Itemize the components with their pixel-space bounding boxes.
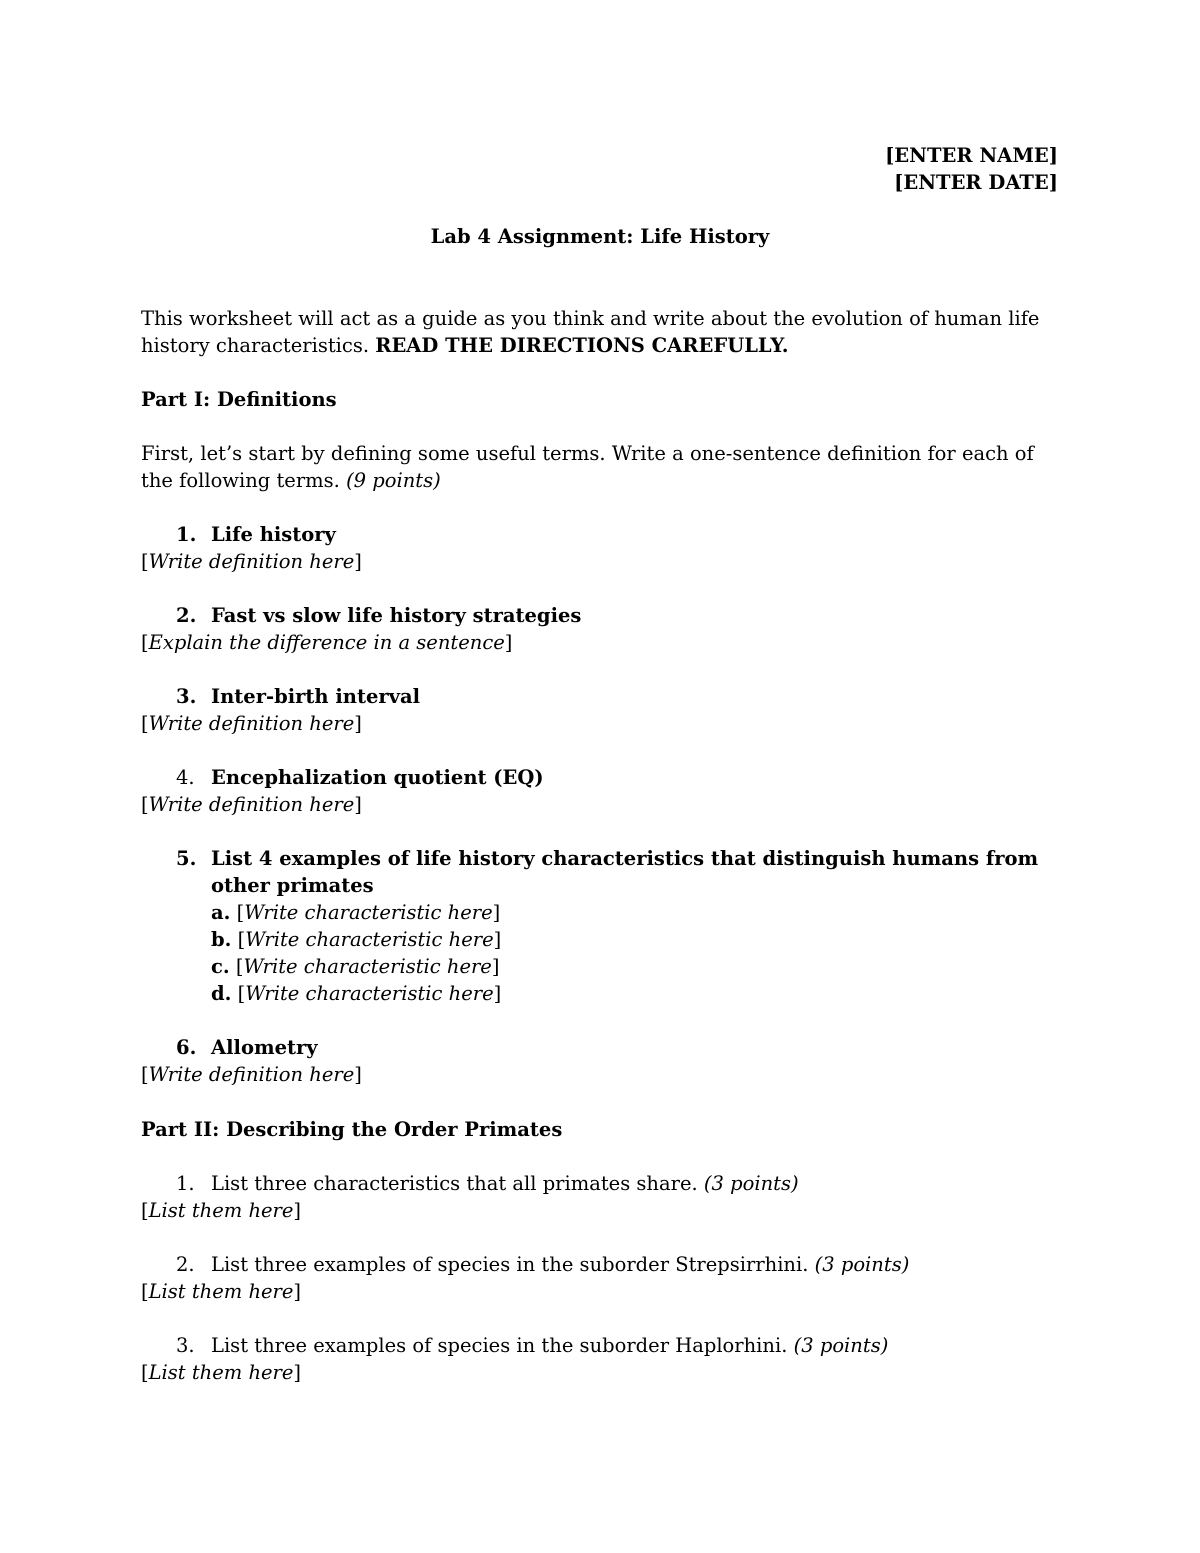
answer-text: Write definition here (148, 550, 355, 573)
intro-paragraph (141, 305, 1061, 359)
answer-text: Write definition here (148, 712, 355, 735)
definition-item-6 (176, 1034, 1056, 1061)
answer-text: Write characteristic here (245, 982, 494, 1005)
item-number: 1. (176, 1172, 195, 1195)
item-label: Inter-birth interval (211, 685, 421, 708)
part2-answer-1[interactable]: [List them here] (141, 1199, 302, 1222)
item-points: (3 points) (703, 1172, 799, 1195)
answer-placeholder-3[interactable]: [Write definition here] (141, 712, 362, 735)
part2-item-2 (176, 1251, 1056, 1278)
definition-item-1 (176, 521, 1056, 548)
part1-instructions-text: First, let’s start by defining some useful terms. Write a one-sentence definition for each of the following terms. (141, 442, 1034, 492)
part2-heading: Part II: Describing the Order Primates (141, 1118, 563, 1141)
page-title: Lab 4 Assignment: Life History (430, 225, 770, 248)
item-label: Encephalization quotient (EQ) (211, 766, 544, 789)
answer-text: Write characteristic here (244, 901, 493, 924)
subitem-letter: b. (211, 928, 232, 951)
item-label: List 4 examples of life history characteristics that distinguish humans from other primates (211, 847, 1039, 897)
answer-text: Write characteristic here (243, 955, 492, 978)
item-number: 1. (176, 523, 197, 546)
item-number: 3. (176, 685, 197, 708)
name-placeholder: [ENTER NAME] (885, 144, 1058, 167)
part1-points: (9 points) (346, 469, 441, 492)
part2-item-3 (176, 1332, 1056, 1359)
item-number: 4. (176, 766, 195, 789)
answer-placeholder-6[interactable]: [Write definition here] (141, 1063, 362, 1086)
subitem-letter: a. (211, 901, 231, 924)
item-number: 2. (176, 604, 197, 627)
item-label: Allometry (211, 1036, 318, 1059)
answer-text: List them here (148, 1199, 294, 1222)
subitem-c[interactable]: c. [Write characteristic here] (211, 955, 500, 978)
part2-item-1 (176, 1170, 1056, 1197)
part2-answer-2[interactable]: [List them here] (141, 1280, 302, 1303)
item-text: List three examples of species in the suborder Haplorhini. (211, 1334, 794, 1357)
definition-item-3 (176, 683, 1056, 710)
intro-emphasis: READ THE DIRECTIONS CAREFULLY. (375, 334, 789, 357)
part2-answer-3[interactable]: [List them here] (141, 1361, 302, 1384)
answer-text: Write definition here (148, 1063, 355, 1086)
answer-text: Write characteristic here (245, 928, 494, 951)
item-text: List three examples of species in the suborder Strepsirrhini. (211, 1253, 815, 1276)
subitem-d[interactable]: d. [Write characteristic here] (211, 982, 502, 1005)
answer-text: List them here (148, 1280, 294, 1303)
subitem-letter: d. (211, 982, 232, 1005)
subitem-a[interactable]: a. [Write characteristic here] (211, 901, 501, 924)
item-label: Fast vs slow life history strategies (211, 604, 582, 627)
subitem-b[interactable]: b. [Write characteristic here] (211, 928, 502, 951)
definition-item-4 (176, 764, 1056, 791)
document-header (885, 142, 1058, 196)
part1-instructions (141, 440, 1061, 494)
item-text: List three characteristics that all primates share. (211, 1172, 704, 1195)
answer-placeholder-2[interactable]: [Explain the difference in a sentence] (141, 631, 513, 654)
answer-text: Write definition here (148, 793, 355, 816)
answer-placeholder-4[interactable]: [Write definition here] (141, 793, 362, 816)
date-placeholder: [ENTER DATE] (894, 171, 1058, 194)
item-number: 5. (176, 847, 197, 870)
answer-text: List them here (148, 1361, 294, 1384)
intro-text: This worksheet will act as a guide as you think and write about the evolution of human life history characteristics. (141, 307, 1040, 357)
part1-heading: Part I: Definitions (141, 388, 337, 411)
item-points: (3 points) (814, 1253, 910, 1276)
item-points: (3 points) (793, 1334, 889, 1357)
definition-item-5 (176, 845, 1056, 899)
item-number: 2. (176, 1253, 195, 1276)
item-label: Life history (211, 523, 336, 546)
item-number: 6. (176, 1036, 197, 1059)
subitem-letter: c. (211, 955, 230, 978)
item-number: 3. (176, 1334, 195, 1357)
answer-placeholder-1[interactable]: [Write definition here] (141, 550, 362, 573)
answer-text: Explain the difference in a sentence (148, 631, 505, 654)
definition-item-2 (176, 602, 1056, 629)
